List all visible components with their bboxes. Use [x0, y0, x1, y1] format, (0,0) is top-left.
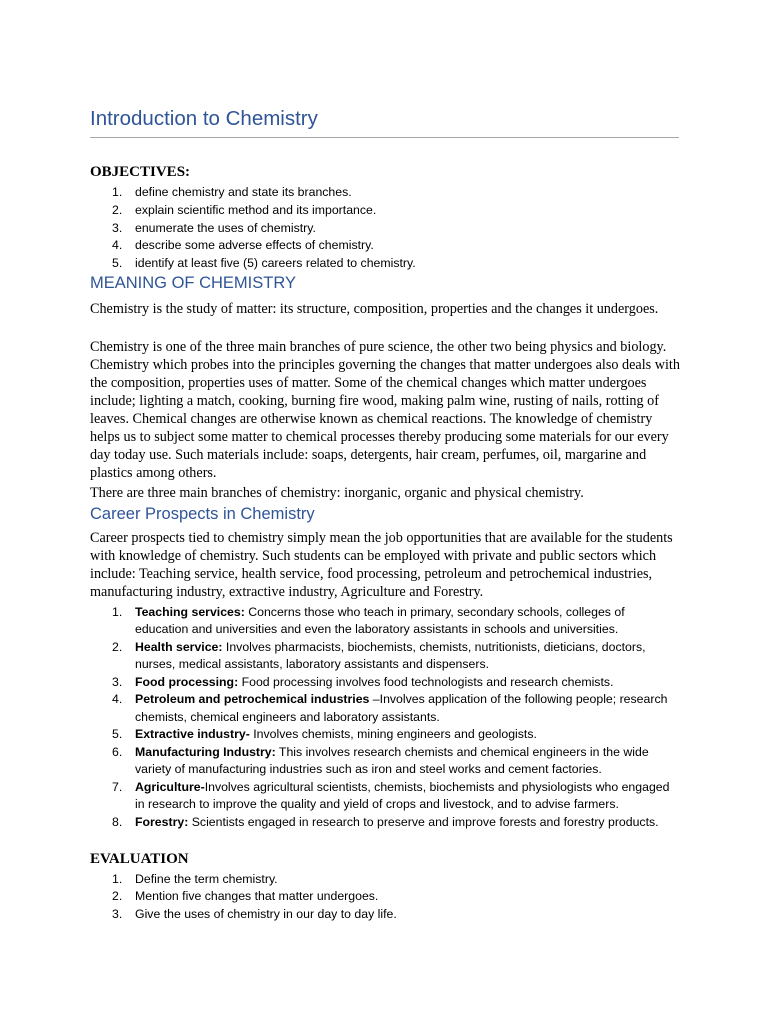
list-item: 4. Petroleum and petrochemical industries –Involves application of the following people; research chemists, chemical engineers and laboratory assistants. — [112, 692, 668, 724]
list-item: 3. Give the uses of chemistry in our day to day life. — [112, 906, 397, 921]
list-item: 4. describe some adverse effects of chemistry. — [112, 238, 374, 253]
list-item: 1. define chemistry and state its branches. — [112, 185, 352, 199]
careers-heading: Career Prospects in Chemistry — [90, 505, 315, 523]
evaluation-heading: EVALUATION — [90, 851, 189, 867]
careers-list — [90, 604, 680, 831]
list-item: 2. Health service: Involves pharmacists, biochemists, chemists, nutritionists, dieticians, doctors, nurses, medical assistants, laboratory assistants and dispensers. — [112, 639, 646, 672]
list-item: 5. identify at least five (5) careers related to chemistry. — [112, 256, 416, 271]
objectives-heading: OBJECTIVES: — [90, 164, 191, 180]
meaning-heading: MEANING OF CHEMISTRY — [90, 274, 296, 292]
list-item: 2. Mention five changes that matter undergoes. — [112, 889, 379, 904]
list-item: 3. enumerate the uses of chemistry. — [112, 220, 316, 235]
list-item: 1. Define the term chemistry. — [112, 872, 278, 886]
list-item: 6. Manufacturing Industry: This involves research chemists and chemical engineers in the wide variety of manufacturing industries such as iron and steel works and cement factories. — [112, 744, 649, 777]
page-title: Introduction to Chemistry — [90, 107, 318, 130]
list-item: 1. Teaching services: Concerns those who teach in primary, secondary schools, colleges of education and universities and even the laboratory assistants in schools and universities. — [112, 605, 625, 637]
objectives-list — [90, 184, 416, 273]
evaluation-list — [90, 871, 397, 923]
list-item: 5. Extractive industry- Involves chemists, mining engineers and geologists. — [112, 727, 537, 742]
list-item: 8. Forestry: Scientists engaged in research to preserve and improve forests and forestry products. — [112, 814, 659, 829]
careers-intro: Career prospects tied to chemistry simply mean the job opportunities that are available for the students with knowledge of chemistry. Such students can be employed with private and public sectors which include: Teaching service, health service, food processing, petroleum and petrochemical industries, manufacturing industry, extractive industry, Agriculture and Forestry. — [90, 530, 673, 600]
meaning-definition: Chemistry is the study of matter: its structure, composition, properties and the changes it undergoes. — [90, 301, 659, 317]
title-underline — [90, 137, 679, 138]
list-item: 2. explain scientific method and its importance. — [112, 202, 377, 217]
branches-paragraph: There are three main branches of chemistry: inorganic, organic and physical chemistry. — [90, 485, 584, 501]
list-item: 3. Food processing: Food processing involves food technologists and research chemists. — [112, 674, 614, 689]
list-item: 7. Agriculture-Involves agricultural scientists, chemists, biochemists and physiologists who engaged in research to improve the quality and yield of crops and livestock, and to advise farmers. — [112, 779, 670, 812]
meaning-paragraph: Chemistry is one of the three main branches of pure science, the other two being physics and biology. Chemistry which probes into the principles governing the changes that matter undergoes also deals with the composition, properties uses of matter. Some of the chemical changes which matter undergoes include; lighting a match, cooking, burning fire wood, making palm wine, rusting of nails, rotting of leaves. Chemical changes are otherwise known as chemical reactions. The knowledge of chemistry helps us to subject some matter to chemical processes thereby producing some materials for our every day today use. Such materials include: soaps, detergents, hair cream, perfumes, oil, margarine and plastics among others. — [90, 339, 680, 481]
